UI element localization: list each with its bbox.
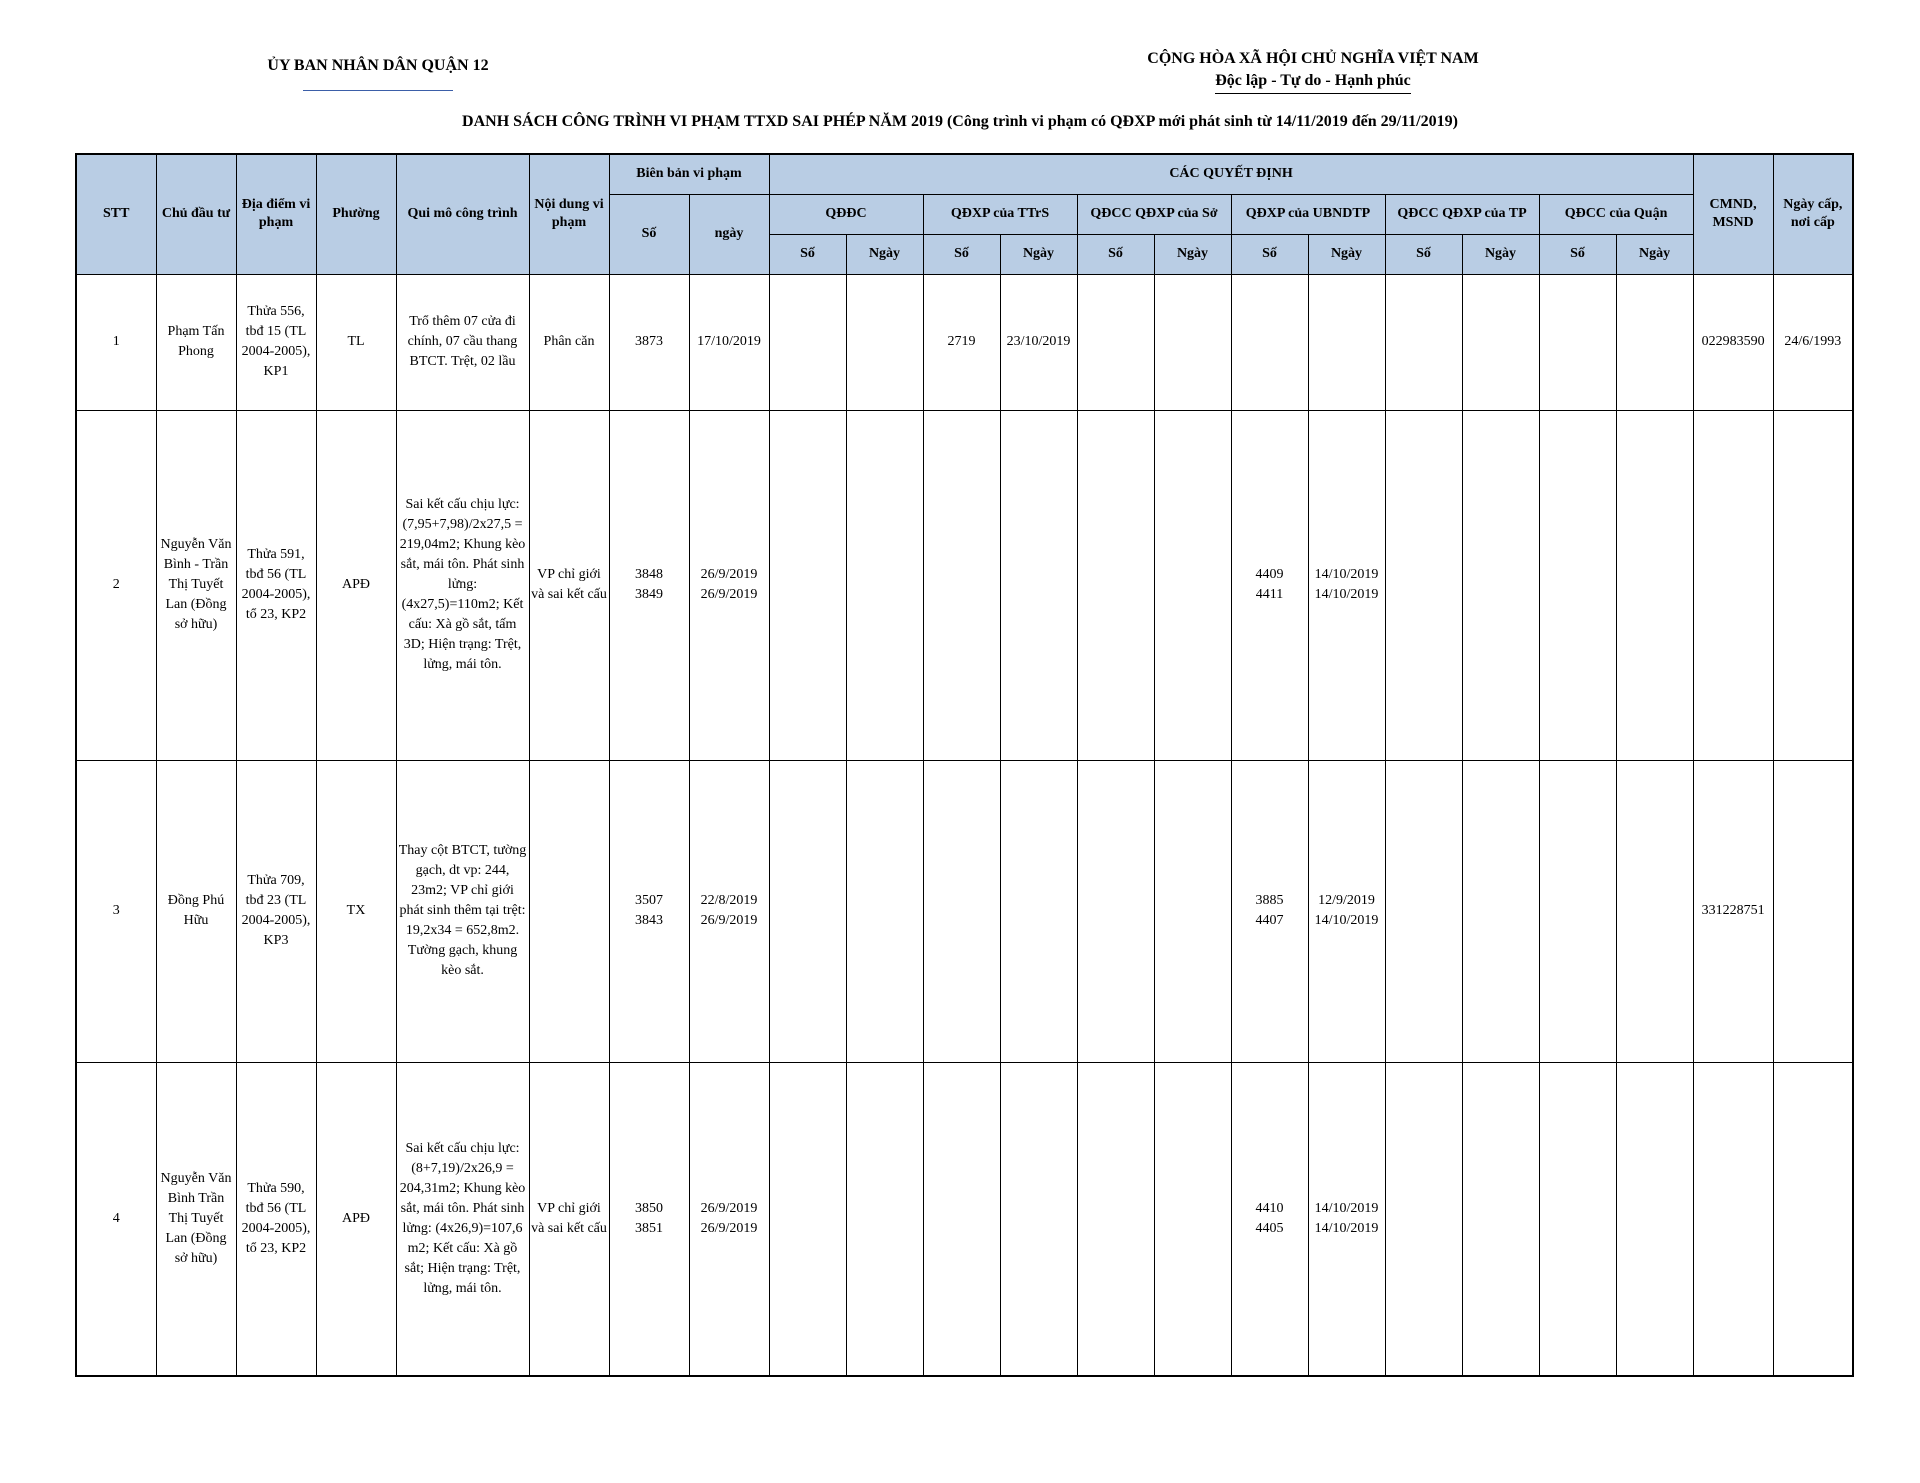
cell-report-number [609,760,689,1062]
cell-id-number: 331228751 [1693,760,1773,1062]
cell-qddc-number [769,760,846,1062]
document-title: DANH SÁCH CÔNG TRÌNH VI PHẠM TTXD SAI PHÉP NĂM 2019 (Công trình vi phạm có QĐXP mới phát sinh từ 14/11/2019 đến 29/11/2019) [462,113,1458,130]
cell-report-number-value: 3850 [635,1200,663,1216]
header-group-qdxp-ttrs: QĐXP của TTrS [923,194,1077,234]
cell-ubndtp-number [1231,274,1308,410]
cell-ubndtp-date-value: 14/10/2019 [1314,587,1379,602]
subheader-date: Ngày [846,234,923,274]
cell-so-date [1154,760,1231,1062]
cell-qddc-number [769,1062,846,1376]
cell-tp-date [1462,1062,1539,1376]
header-issue-date: Ngày cấp, nơi cấp [1773,154,1853,274]
header-group-qddc: QĐĐC [769,194,923,234]
cell-quan-date [1616,274,1693,410]
subheader-number: Số [1385,234,1462,274]
cell-investor: Phạm Tấn Phong [156,274,236,410]
cell-qddc-date [846,274,923,410]
cell-ttrs-number [923,760,1000,1062]
cell-ttrs-number [923,410,1000,760]
cell-ubndtp-date [1308,274,1385,410]
cell-so-number [1077,1062,1154,1376]
subheader-number: Số [1539,234,1616,274]
cell-stt: 2 [76,410,156,760]
cell-quan-date [1616,760,1693,1062]
cell-ttrs-date [1000,760,1077,1062]
cell-ubndtp-number [1231,760,1308,1062]
cell-scale: Thay cột BTCT, tường gạch, dt vp: 244, 23m2; VP chỉ giới phát sinh thêm tại trệt: 19,2x34 = 652,8m2. Tường gạch, khung kèo sắt. [396,760,529,1062]
cell-ttrs-number [923,1062,1000,1376]
subheader-date: Ngày [1462,234,1539,274]
cell-report-date [689,1062,769,1376]
cell-location: Thửa 590, tbđ 56 (TL 2004-2005), tổ 23, KP2 [236,1062,316,1376]
table-row [76,1062,1853,1376]
cell-so-date [1154,410,1231,760]
cell-report-number-value: 3848 [635,567,663,582]
cell-ttrs-date [1000,274,1077,410]
country-name: CỘNG HÒA XÃ HỘI CHỦ NGHĨA VIỆT NAM [1147,50,1479,67]
cell-tp-date [1462,760,1539,1062]
cell-ttrs-number [923,274,1000,410]
cell-report-date-value: 17/10/2019 [697,334,761,349]
cell-ubndtp-number-value: 4411 [1255,587,1284,602]
cell-ubndtp-date-value: 14/10/2019 [1314,913,1379,928]
cell-report-date-value: 26/9/2019 [700,567,758,582]
cell-report-date-value: 22/8/2019 [700,893,758,908]
cell-location: Thửa 556, tbđ 15 (TL 2004-2005), KP1 [236,274,316,410]
cell-report-date-value: 26/9/2019 [700,1220,758,1236]
cell-so-date [1154,1062,1231,1376]
subheader-number: Số [769,234,846,274]
cell-report-number [609,274,689,410]
cell-report-number-value: 3851 [635,1220,663,1236]
cell-ubndtp-date [1308,410,1385,760]
cell-tp-number [1385,274,1462,410]
cell-ubndtp-number [1231,1062,1308,1376]
cell-report-date-value: 26/9/2019 [700,1200,758,1216]
cell-qddc-date [846,410,923,760]
cell-ward: APĐ [316,1062,396,1376]
cell-stt: 1 [76,274,156,410]
header-report-number: Số [609,194,689,274]
cell-ubndtp-number-value: 4409 [1255,567,1284,582]
header-scale: Qui mô công trình [396,154,529,274]
cell-qddc-date [846,760,923,1062]
cell-stt: 4 [76,1062,156,1376]
subheader-number: Số [1231,234,1308,274]
cell-scale: Sai kết cấu chịu lực: (7,95+7,98)/2x27,5 = 219,04m2; Khung kèo sắt, mái tôn. Phát sinh lửng: (4x27,5)=110m2; Kết cấu: Xà gồ sắt, tấm 3D; Hiện trạng: Trệt, lửng, mái tôn. [396,410,529,760]
national-heading [1113,48,1513,94]
national-motto: Độc lập - Tự do - Hạnh phúc [1215,70,1411,94]
cell-id-number: 022983590 [1693,274,1773,410]
cell-qddc-number [769,274,846,410]
cell-ubndtp-date-value: 12/9/2019 [1318,893,1375,908]
subheader-date: Ngày [1308,234,1385,274]
cell-issue-date [1773,1062,1853,1376]
table-row [76,274,1853,410]
cell-ubndtp-date-value: 14/10/2019 [1314,1200,1379,1216]
authority-underline [303,90,453,91]
cell-ubndtp-date [1308,760,1385,1062]
cell-quan-number [1539,1062,1616,1376]
cell-tp-number [1385,760,1462,1062]
cell-ubndtp-number-value: 3885 [1255,893,1284,908]
header-group-qdcc-so: QĐCC QĐXP của Sở [1077,194,1231,234]
cell-ubndtp-number-value: 4410 [1255,1200,1284,1216]
cell-report-number-value: 3849 [635,587,663,602]
cell-qddc-number [769,410,846,760]
cell-ward: APĐ [316,410,396,760]
cell-ubndtp-date-value: 14/10/2019 [1314,567,1379,582]
cell-ubndtp-number [1231,410,1308,760]
cell-tp-number [1385,1062,1462,1376]
cell-scale: Sai kết cấu chịu lực: (8+7,19)/2x26,9 = 204,31m2; Khung kèo sắt, mái tôn. Phát sinh lửng: (4x26,9)=107,6 m2; Kết cấu: Xà gồ sắt; Hiện trạng: Trệt, lửng, mái tôn. [396,1062,529,1376]
header-report: Biên bản vi phạm [609,154,769,194]
cell-ubndtp-number-value: 4405 [1255,1220,1284,1236]
cell-report-number-value: 3873 [635,334,663,349]
subheader-date: Ngày [1000,234,1077,274]
subheader-date: Ngày [1616,234,1693,274]
header-ward: Phường [316,154,396,274]
cell-tp-date [1462,410,1539,760]
subheader-number: Số [923,234,1000,274]
cell-quan-number [1539,760,1616,1062]
cell-issue-date: 24/6/1993 [1773,274,1853,410]
cell-quan-number [1539,410,1616,760]
cell-stt: 3 [76,760,156,1062]
header-id-number: CMND, MSND [1693,154,1773,274]
cell-violation-content: VP chỉ giới và sai kết cấu [529,1062,609,1376]
cell-quan-number [1539,274,1616,410]
cell-so-date [1154,274,1231,410]
cell-issue-date [1773,410,1853,760]
cell-ttrs-number-value: 2719 [947,334,976,349]
cell-ttrs-date [1000,410,1077,760]
header-stt: STT [76,154,156,274]
cell-quan-date [1616,1062,1693,1376]
cell-report-number [609,1062,689,1376]
cell-scale: Trổ thêm 07 cửa đi chính, 07 cầu thang BTCT. Trệt, 02 lầu [396,274,529,410]
cell-report-date [689,760,769,1062]
cell-investor: Đồng Phú Hữu [156,760,236,1062]
table-body [76,274,1853,1376]
cell-report-number-value: 3507 [635,893,663,908]
cell-report-number [609,410,689,760]
cell-ward: TX [316,760,396,1062]
cell-location: Thửa 709, tbđ 23 (TL 2004-2005), KP3 [236,760,316,1062]
cell-id-number [1693,1062,1773,1376]
header-group-qdcc-tp: QĐCC QĐXP của TP [1385,194,1539,234]
header-violation-content: Nội dung vi phạm [529,154,609,274]
cell-report-date-value: 26/9/2019 [700,587,758,602]
cell-ubndtp-number-value: 4407 [1255,913,1284,928]
cell-qddc-date [846,1062,923,1376]
cell-ubndtp-date [1308,1062,1385,1376]
cell-location: Thửa 591, tbđ 56 (TL 2004-2005), tổ 23, KP2 [236,410,316,760]
cell-so-number [1077,274,1154,410]
cell-id-number [1693,410,1773,760]
cell-so-number [1077,760,1154,1062]
cell-report-date-value: 26/9/2019 [700,913,758,928]
cell-ubndtp-date-value: 14/10/2019 [1314,1220,1379,1236]
subheader-date: Ngày [1154,234,1231,274]
cell-ttrs-date [1000,1062,1077,1376]
cell-ward: TL [316,274,396,410]
table-row [76,410,1853,760]
cell-report-number-value: 3843 [635,913,663,928]
cell-investor: Nguyễn Văn Bình Trần Thị Tuyết Lan (Đồng sở hữu) [156,1062,236,1376]
cell-report-date [689,410,769,760]
table-row [76,760,1853,1062]
cell-quan-date [1616,410,1693,760]
cell-tp-date [1462,274,1539,410]
header-group-qdxp-ubndtp: QĐXP của UBNDTP [1231,194,1385,234]
header-group-qdcc-quan: QĐCC của Quận [1539,194,1693,234]
header-investor: Chủ đầu tư [156,154,236,274]
cell-violation-content: Phân căn [529,274,609,410]
cell-tp-number [1385,410,1462,760]
subheader-number: Số [1077,234,1154,274]
cell-violation-content: VP chỉ giới và sai kết cấu [529,410,609,760]
violation-table [75,153,1854,1377]
cell-violation-content [529,760,609,1062]
cell-so-number [1077,410,1154,760]
cell-issue-date [1773,760,1853,1062]
cell-ttrs-date-value: 23/10/2019 [1006,334,1071,349]
header-report-date: ngày [689,194,769,274]
cell-investor: Nguyễn Văn Bình - Trần Thị Tuyết Lan (Đồng sở hữu) [156,410,236,760]
header-decisions: CÁC QUYẾT ĐỊNH [769,154,1693,194]
cell-report-date [689,274,769,410]
issuing-authority: ỦY BAN NHÂN DÂN QUẬN 12 [267,57,489,74]
header-location: Địa điểm vi phạm [236,154,316,274]
